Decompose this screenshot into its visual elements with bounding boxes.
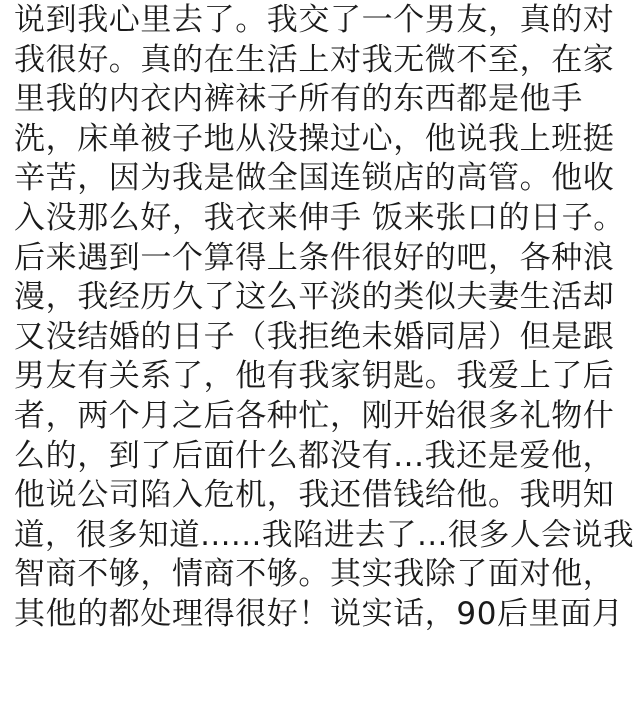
text-line: 智商不够，情商不够。其实我除了面对他， (14, 556, 615, 593)
text-line: 我很好。真的在生活上对我无微不至，在家 (14, 41, 615, 78)
text-line: 其他的都处理得很好！说实话，90后里面月 (14, 595, 624, 632)
text-line: 道，很多知道......我陷进去了...很多人会说我 (14, 517, 635, 553)
text-line: 者，两个月之后各种忙，刚开始很多礼物什 (14, 397, 615, 434)
text-line: 他说公司陷入危机，我还借钱给他。我明知 (14, 477, 615, 514)
text-line: 男友有关系了，他有我家钥匙。我爱上了后 (14, 358, 615, 395)
text-line: 入没那么好，我衣来伸手 饭来张口的日子。 (14, 199, 625, 236)
text-line: 里我的内衣内裤袜子所有的东西都是他手 (14, 81, 583, 118)
text-line: 么的，到了后面什么都没有...我还是爱他， (14, 437, 615, 474)
text-line: 漫，我经历久了这么平淡的类似夫妻生活却 (14, 279, 615, 316)
text-line: 后来遇到一个算得上条件很好的吧，各种浪 (14, 239, 615, 276)
text-line: 洗，床单被子地从没操过心，他说我上班挺 (14, 120, 615, 157)
text-line: 说到我心里去了。我交了一个男友，真的对 (14, 2, 615, 38)
text-line: 又没结婚的日子（我拒绝未婚同居）但是跟 (14, 318, 615, 355)
text-line: 辛苦，因为我是做全国连锁店的高管。他收 (14, 160, 615, 197)
article-text (14, 0, 634, 635)
